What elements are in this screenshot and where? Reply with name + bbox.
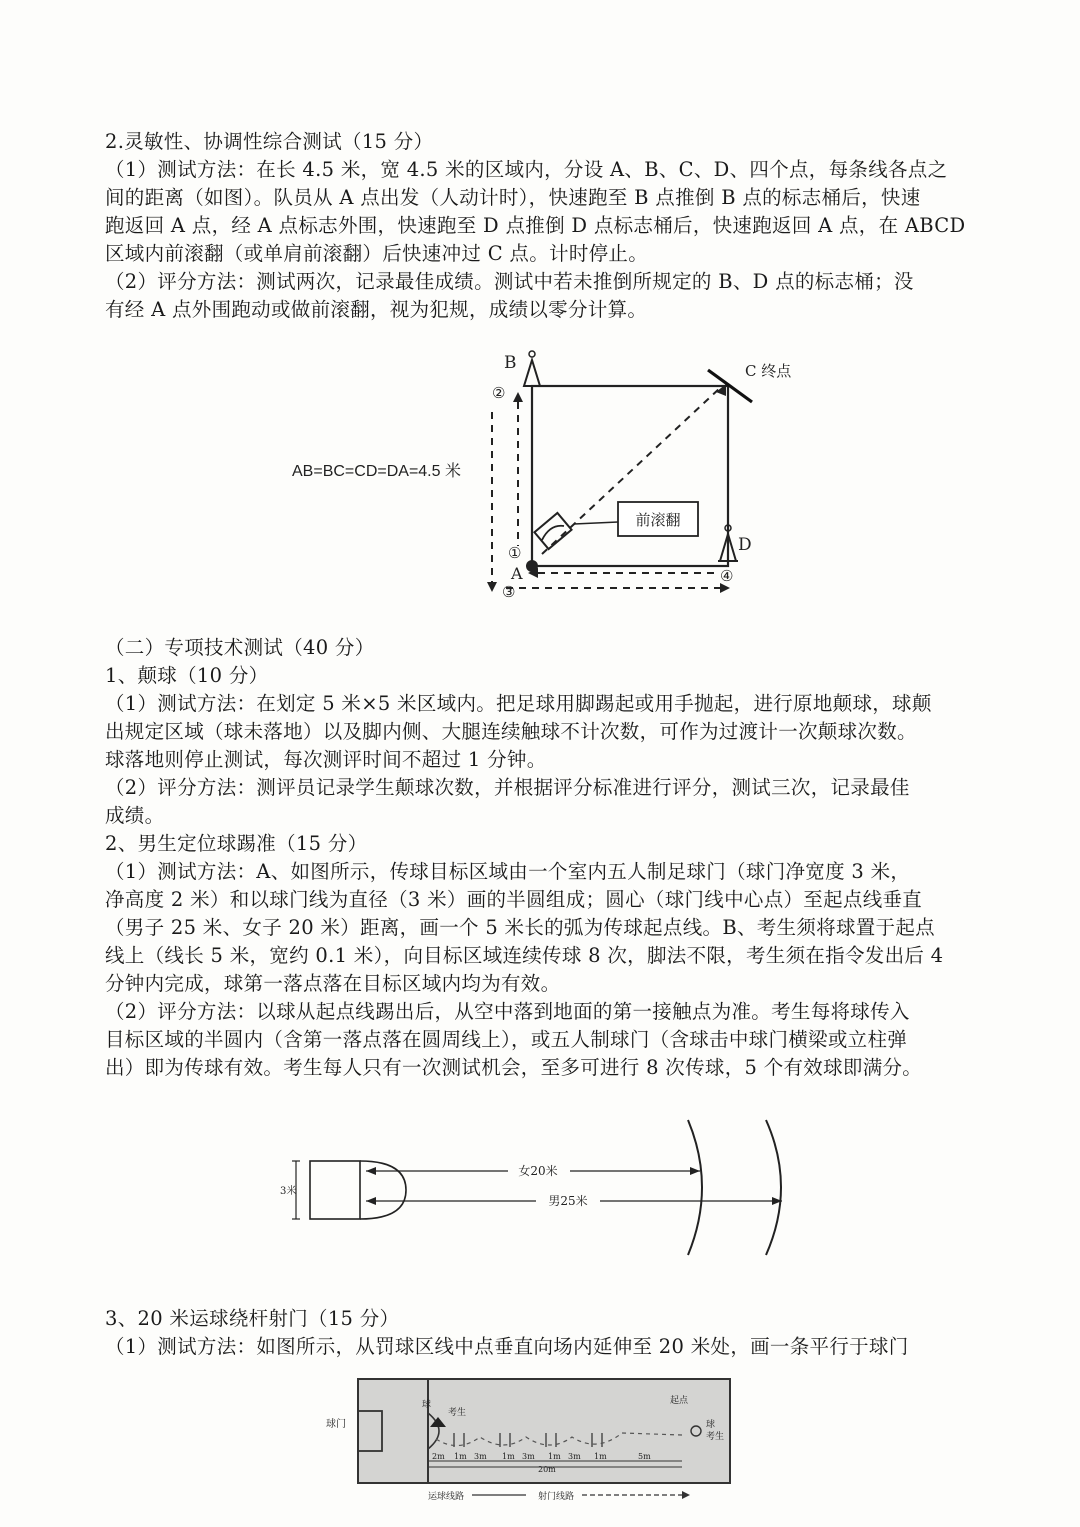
dribble-method-line: （1）测试方法：如图所示，从罚球区线中点垂直向场内延伸至 20 米处，画一条平行于球门 — [105, 1335, 909, 1358]
step-4-mark: ④ — [720, 567, 734, 585]
roll-callout-label: 前滚翻 — [635, 511, 681, 529]
agility-section — [105, 128, 995, 324]
skills-section — [105, 634, 995, 1082]
segment-label: 5m — [638, 1452, 651, 1461]
roll-figure — [534, 513, 618, 549]
dribble-route-label: 运球线路 — [428, 1492, 465, 1502]
segment-label: 3m — [474, 1452, 487, 1461]
female-distance-label: 女20米 — [518, 1164, 558, 1178]
male-distance-label: 男25米 — [548, 1194, 588, 1208]
segment-label: 1m — [548, 1452, 561, 1461]
juggling-scoring-line: （2）评分方法：测评员记录学生颠球次数，并根据评分标准进行评分，测试三次，记录最佳 — [105, 776, 910, 799]
agility-scoring-line: 有经 A 点外围跑动或做前滚翻，视为犯规，成绩以零分计算。 — [105, 298, 648, 321]
goal-label: 球门 — [326, 1419, 346, 1430]
segment-label: 1m — [502, 1452, 515, 1461]
agility-diagram — [280, 340, 820, 610]
agility-method-line: （1）测试方法：在长 4.5 米，宽 4.5 米的区域内，分设 A、B、C、D、四个点，每条线各点之 — [105, 158, 948, 181]
segment-label: 2m — [432, 1452, 445, 1461]
accuracy-method-line: 净高度 2 米）和以球门线为直径（3 米）画的半圆组成；圆心（球门线中心点）至起点线垂直 — [105, 888, 923, 911]
agility-method-line: 间的距离（如图）。队员从 A 点出发（人动计时），快速跑至 B 点推倒 B 点的标志桶后，快速 — [105, 186, 921, 209]
shot-route-label: 射门线路 — [538, 1492, 575, 1502]
arrow-up — [513, 392, 523, 402]
examinee-label-start: 考生 — [706, 1432, 725, 1442]
step-2-mark: ② — [492, 384, 506, 402]
dribble-title: 3、20 米运球绕杆射门（15 分） — [105, 1307, 400, 1330]
male-start-arc — [766, 1120, 781, 1255]
agility-method-line: 区域内前滚翻（或单肩前滚翻）后快速冲过 C 点。计时停止。 — [105, 242, 649, 265]
skills-heading: （二）专项技术测试（40 分） — [105, 636, 375, 659]
accuracy-title: 2、男生定位球踢准（15 分） — [105, 832, 368, 855]
accuracy-scoring-line: 目标区域的半圆内（含第一落点落在圆周线上），或五人制球门（含球击中球门横梁或立柱弹 — [105, 1028, 908, 1051]
side-length-formula: AB=BC=CD=DA=4.5 米 — [292, 463, 461, 480]
goal-width-label: 3米 — [280, 1186, 297, 1197]
accuracy-method-line: 线上（线长 5 米，宽约 0.1 米），向目标区域连续传球 8 次，脚法不限，考生须在指令发出后 4 — [105, 944, 944, 967]
dribble-section — [105, 1305, 995, 1361]
running-routes — [492, 388, 720, 588]
dribble-shoot-diagram — [322, 1375, 742, 1505]
examinee-label-top: 考生 — [448, 1408, 467, 1418]
target-semicircle — [360, 1161, 406, 1219]
label-a: A — [511, 564, 523, 583]
label-d: D — [738, 535, 752, 555]
label-c-finish: C 终点 — [745, 362, 792, 380]
cone-b — [524, 351, 542, 386]
step-3-mark: ③ — [502, 583, 516, 601]
agility-title: 2.灵敏性、协调性综合测试（15 分） — [105, 130, 434, 153]
total-distance-label: 20m — [538, 1465, 556, 1474]
accuracy-scoring-line: （2）评分方法：以球从起点线踢出后，从空中落到地面的第一接触点为准。考生每将球传入 — [105, 1000, 910, 1023]
agility-method-line: 跑返回 A 点，经 A 点标志外围，快速跑至 D 点推倒 D 点标志桶后，快速跑返回 A 点，在 ABCD — [105, 214, 966, 237]
goal-box — [310, 1161, 360, 1219]
ball-label-start: 球 — [706, 1420, 716, 1430]
accuracy-method-line: （男子 25 米、女子 20 米）距离，画一个 5 米长的弧为传球起点线。B、考生须将球置于起点 — [105, 916, 935, 939]
juggling-title: 1、颠球（10 分） — [105, 664, 269, 687]
arrow-down — [487, 582, 497, 592]
juggling-scoring-line: 成绩。 — [105, 804, 165, 827]
juggling-method-line: 球落地则停止测试，每次测评时间不超过 1 分钟。 — [105, 748, 547, 771]
step-1-mark: ① — [508, 544, 522, 562]
segment-label: 3m — [568, 1452, 581, 1461]
accuracy-method-line: 分钟内完成，球第一落点落在目标区域内均为有效。 — [105, 972, 561, 995]
accuracy-method-line: （1）测试方法：A、如图所示，传球目标区域由一个室内五人制足球门（球门净宽度 3 米， — [105, 860, 911, 883]
segment-label: 3m — [522, 1452, 535, 1461]
agility-scoring-line: （2）评分方法：测试两次，记录最佳成绩。测试中若未推倒所规定的 B、D 点的标志桶；没 — [105, 270, 914, 293]
segment-label: 1m — [594, 1452, 607, 1461]
ball-label-top: 球 — [422, 1400, 432, 1410]
female-start-arc — [688, 1120, 702, 1255]
segment-label: 1m — [454, 1452, 467, 1461]
juggling-method-line: （1）测试方法：在划定 5 米×5 米区域内。把足球用脚踢起或用手抛起，进行原地颠球，球颠 — [105, 692, 932, 715]
start-label: 起点 — [670, 1396, 689, 1406]
juggling-method-line: 出规定区域（球未落地）以及脚内侧、大腿连续触球不计次数，可作为过渡计一次颠球次数。 — [105, 720, 917, 743]
accuracy-scoring-line: 出）即为传球有效。考生每人只有一次测试机会，至多可进行 8 次传球，5 个有效球即满分。 — [105, 1056, 923, 1079]
label-b: B — [504, 353, 517, 373]
passing-accuracy-diagram — [270, 1115, 810, 1265]
